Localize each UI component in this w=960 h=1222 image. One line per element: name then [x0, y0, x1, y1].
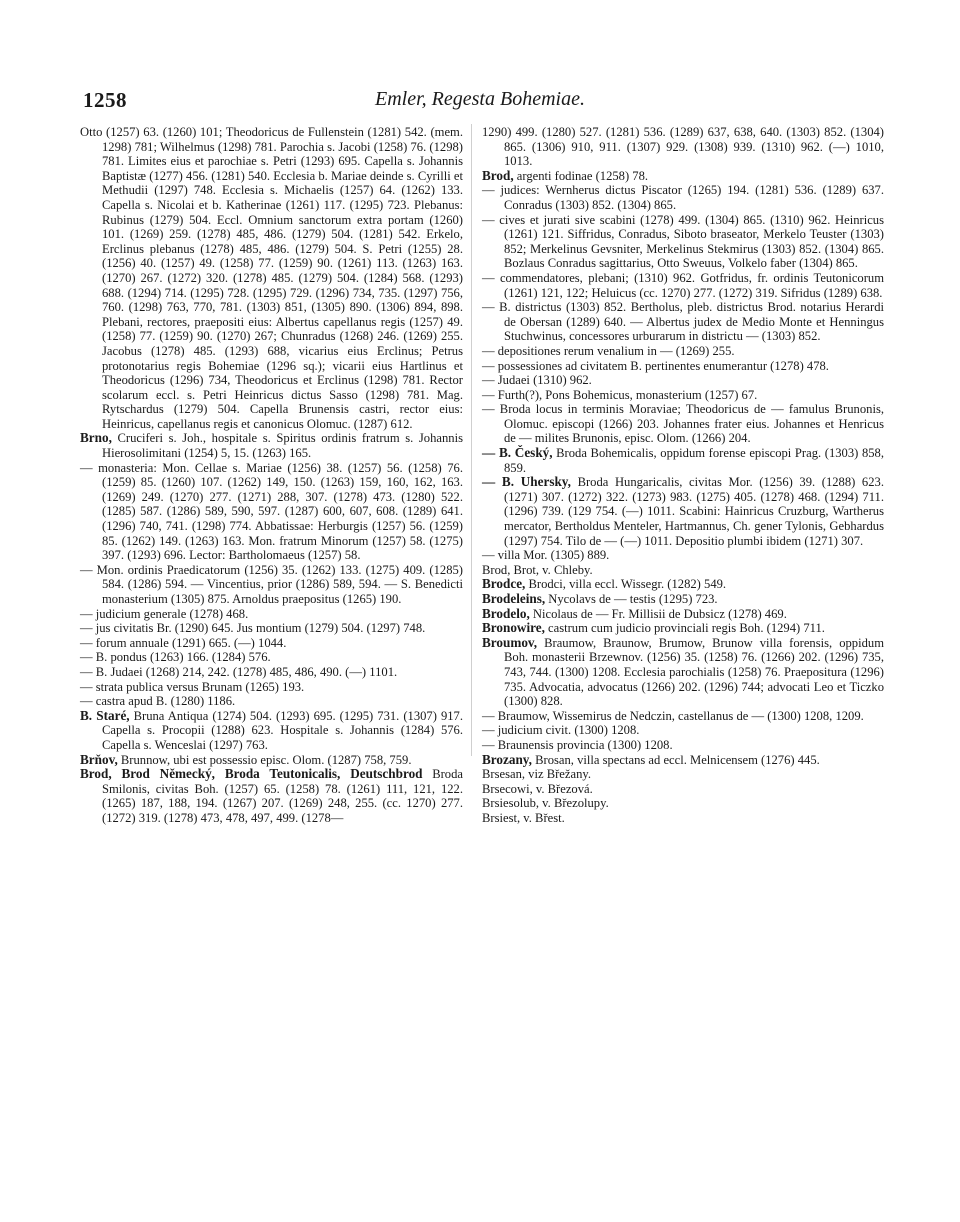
index-entry: [482, 753, 884, 768]
index-entry: [80, 431, 463, 460]
entry-text: — cives et jurati sive scabini (1278) 499. (1304) 865. (1310) 962. Heinricus (1261) 121. Siffridus, Conradus, Siboto braseator, Merkelo Teuster (1303) 852; Merkelinus Gevsniter, Merkelinus Stekmirus (1303) 852. (1304) 865. Bozlaus Conradus sagittarius, Otto Sweuus, Volkelo faber (1304) 865.: [482, 212, 884, 271]
index-entry: [482, 782, 884, 797]
entry-text: — Broda locus in terminis Moraviae; Theodoricus de — famulus Brunonis, Olomuc. episcopi (1266) 203. Johannes frater eius. Johannes et Henricus de — milites Brunonis, episc. Olom. (1266) 204.: [482, 402, 884, 446]
index-entry: [482, 767, 884, 782]
entry-text: Brsiest, v. Břest.: [482, 810, 565, 825]
index-entry: [482, 636, 884, 709]
index-entry: [80, 563, 463, 607]
entry-text: — judices: Wernherus dictus Piscator (1265) 194. (1281) 536. (1289) 637. Conradus (1303) 852. (1304) 865.: [482, 183, 884, 212]
entry-text: Brsesan, viz Břežany.: [482, 767, 591, 782]
index-entry: [482, 621, 884, 636]
index-entry: [482, 723, 884, 738]
entry-text: — Mon. ordinis Praedicatorum (1256) 35. (1262) 133. (1275) 409. (1285) 584. (1286) 594. — Vincentius, prior (1286) 589, 594. — S. Benedicti monasterium (1305) 875. Arnoldus praepositus (1265) 190.: [80, 562, 463, 606]
index-entry: [482, 300, 884, 344]
entry-text: — judicium civit. (1300) 1208.: [482, 723, 640, 738]
entry-text: — judicium generale (1278) 468.: [80, 606, 249, 621]
index-entry: [482, 811, 884, 826]
entry-headword: Brodelo,: [482, 605, 530, 621]
index-entry: [482, 125, 884, 169]
index-entry: [482, 607, 884, 622]
index-entry: [80, 650, 463, 665]
index-entry: [482, 373, 884, 388]
index-entry: [80, 125, 463, 431]
index-entry: [482, 169, 884, 184]
index-entry: [482, 271, 884, 300]
index-entry: [482, 738, 884, 753]
entry-text: Braumow, Braunow, Brumow, Brunow villa forensis, oppidum Boh. monasterii Brzewnov. (1256) 35. (1258) 76. (1266) 202. (1296) 735, 743, 744. (1300) 1208. Ecclesia parochialis (1258) 76. Praepositura (1296) 735. Advocatia, advocatus (1266) 202. (1296) 744; advocati Leo et Ticzko (1300) 828.: [504, 635, 884, 709]
index-entry: [80, 767, 463, 825]
entry-headword: — B. Uhersky,: [482, 474, 571, 490]
entry-text: Brod, Brot, v. Chleby.: [482, 562, 593, 577]
entry-text: Otto (1257) 63. (1260) 101; Theodoricus de Fullenstein (1281) 542. (mem. 1298) 781; Wilhelmus (1298) 781. Parochia s. Jacobi (1258) 76. (1298) 781. Limites eius et parochiae s. Petri (1293) 695. Capella s. Johannis Baptistæ (1277) 456. (1281) 540. Ecclesia b. Mariae deinde s. Cyrilli et Methudii (1297) 748. Ecclesia s. Michaelis (1257) 64. (1262) 133. Capella s. Nicolai et b. Katherinae (1261) 117. (1295) 723. Plebanus: Rubinus (1279) 504. Eccl. Omnium sanctorum extra portam (1260) 101. (1269) 259. (1278) 485, 486. (1279) 504. (1281) 542. Erkelo, Erclinus plebanus (1278) 485, 486. (1279) 504. S. Petri (1255) 28. (1256) 40. (1257) 49. (1258) 77. (1259) 90. (1261) 113. (1263) 163. (1270) 267. (1272) 320. (1278) 485. (1279) 504. (1284) 568. (1293) 688. (1294) 714. (1295) 728. (1295) 729. (1296) 734, 735. (1297) 756, 760. (1298) 763, 770, 781. (1303) 851, (1305) 890. (1306) 894, 898. Plebani, rectores, praepositi eius: Albertus capellanus regis (1257) 49. (1258) 77. (1259) 90. (1270) 267; Chunradus (1268) 246. (1269) 255. Jacobus (1278) 485. (1293) 688, vicarius eius Erclinus; Petrus protonotarius regis Bohemiae (1296 sq.); vicarii eius Hartlinus et Theodoricus (1296) 734, Theodoricus et Erclinus (1298) 781. Rector scolarum eccl. s. Petri Heinricus dictus Sasso (1298) 781. Mag. Rytschardus (1279) 504. Capella Brunensis castri, rector eius: Heinricus, capellanus regis et canonicus Olomuc. (1287) 612.: [80, 125, 463, 431]
entry-text: — B. districtus (1303) 852. Bertholus, pleb. districtus Brod. notarius Herardi de Obersan (1289) 640. — Albertus judex de Medio Monte et Henningus Stuchwinus, concessores urburarum in districtu — (1303) 852.: [482, 300, 884, 344]
index-entry: [80, 607, 463, 622]
entry-text: — depositiones rerum venalium in — (1269) 255.: [482, 343, 735, 358]
entry-headword: Brňov,: [80, 751, 118, 767]
page-number: 1258: [83, 88, 127, 112]
entry-text: Brodci, villa eccl. Wissegr. (1282) 549.: [525, 577, 727, 592]
index-entry: [482, 563, 884, 578]
entry-text: Broda Bohemicalis, oppidum forense episcopi Prag. (1303) 858, 859.: [504, 446, 884, 475]
index-entry: [482, 592, 884, 607]
entry-text: — monasteria: Mon. Cellae s. Mariae (1256) 38. (1257) 56. (1258) 76. (1259) 85. (1260) 107. (1262) 149, 150. (1263) 159, 160, 162, 163. (1269) 249. (1270) 277. (1271) 288, 307. (1278) 473. (1280) 522. (1285) 587. (1286) 589, 590, 597. (1287) 600, 607, 608. (1289) 641. (1296) 740, 741. (1298) 774. Abbatissae: Herburgis (1257) 56. (1259) 85. (1262) 149. (1263) 163. Mon. fratrum Minorum (1257) 58. (1275) 397. (1293) 696. Lector: Bartholomaeus (1257) 58.: [80, 460, 463, 563]
entry-headword: B. Staré,: [80, 707, 130, 723]
entry-headword: Brodeleins,: [482, 591, 546, 606]
entry-headword: Broumov,: [482, 634, 538, 650]
entry-headword: Brozany,: [482, 751, 532, 767]
entry-text: 1290) 499. (1280) 527. (1281) 536. (1289) 637, 638, 640. (1303) 852. (1304) 865. (1306) 910, 911. (1307) 929. (1308) 939. (1310) 962. (—) 1010, 1013.: [482, 125, 884, 169]
index-entry: [80, 753, 463, 768]
entry-text: — jus civitatis Br. (1290) 645. Jus montium (1279) 504. (1297) 748.: [80, 621, 426, 636]
index-entry: [482, 183, 884, 212]
entry-headword: — B. Český,: [482, 445, 553, 461]
entry-text: Bruna Antiqua (1274) 504. (1293) 695. (1295) 731. (1307) 917. Capella s. Procopii (1288) 623. Hospitale s. Johannis (1284) 576. Capella s. Wenceslai (1297) 763.: [102, 708, 463, 752]
entry-text: castrum cum judicio provinciali regis Boh. (1294) 711.: [544, 621, 825, 636]
index-entry: [482, 402, 884, 446]
entry-text: — forum annuale (1291) 665. (—) 1044.: [80, 635, 287, 650]
entry-text: — B. pondus (1263) 166. (1284) 576.: [80, 650, 271, 665]
index-entry: [80, 636, 463, 651]
index-entry: [80, 694, 463, 709]
entry-text: Brsiesolub, v. Březolupy.: [482, 796, 609, 811]
entry-text: Brunnow, ubi est possessio episc. Olom. (1287) 758, 759.: [117, 752, 412, 767]
entry-text: — commendatores, plebani; (1310) 962. Gotfridus, fr. ordinis Teutonicorum (1261) 121, 122; Heluicus (cc. 1270) 277. (1272) 319. Sifridus (1289) 638.: [482, 270, 884, 300]
index-entry: [80, 680, 463, 695]
index-entry: [80, 621, 463, 636]
index-entry: [482, 577, 884, 592]
entry-text: argenti fodinae (1258) 78.: [513, 168, 649, 183]
index-entry: [482, 475, 884, 548]
entry-text: Cruciferi s. Joh., hospitale s. Spiritus ordinis fratrum s. Johannis Hierosolimitani (1254) 5, 15. (1263) 165.: [102, 431, 463, 461]
entry-headword: Brodce,: [482, 576, 526, 592]
entry-text: — strata publica versus Brunam (1265) 193.: [80, 679, 305, 694]
entry-text: Brsecowi, v. Březová.: [482, 781, 593, 796]
index-entry: [482, 388, 884, 403]
running-title: Emler, Regesta Bohemiae.: [375, 88, 585, 110]
entry-headword: Bronowire,: [482, 620, 545, 636]
entry-text: — castra apud B. (1280) 1186.: [80, 694, 236, 709]
entry-text: — Braunensis provincia (1300) 1208.: [482, 737, 673, 752]
index-entry: [482, 359, 884, 374]
index-entry: [482, 548, 884, 563]
entry-text: — Braumow, Wissemirus de Nedczin, castellanus de — (1300) 1208, 1209.: [482, 708, 864, 723]
entry-text: — villa Mor. (1305) 889.: [482, 548, 610, 563]
column-divider: [471, 124, 472, 756]
index-entry: [482, 446, 884, 475]
index-entry: [482, 344, 884, 359]
index-entry: [80, 665, 463, 680]
entry-headword: Brno,: [80, 430, 112, 446]
index-entry: [482, 213, 884, 271]
entry-headword: Brod,: [482, 167, 514, 183]
entry-text: — possessiones ad civitatem B. pertinentes enumerantur (1278) 478.: [482, 358, 829, 373]
index-entry: [482, 709, 884, 724]
entry-text: Brosan, villa spectans ad eccl. Melnicensem (1276) 445.: [531, 752, 820, 767]
left-column: [80, 125, 463, 826]
index-entry: [80, 709, 463, 753]
entry-text: Nicolaus de — Fr. Millisii de Dubsicz (1278) 469.: [529, 606, 787, 621]
entry-text: Broda Hungaricalis, civitas Mor. (1256) 39. (1288) 623. (1271) 307. (1272) 322. (1273) 983. (1275) 405. (1278) 468. (1294) 711. (1296) 739. (129 754. (—) 1011. Scabini: Hainricus Cruzburg, Wartherus mercator, Bertholdus Menteler, Hartmannus, Ch. gener Tylonis, Gebhardus (1297) 754. Tilo de — (—) 1011. Depositio plumbi ibidem (1271) 307.: [504, 475, 884, 548]
entry-text: — B. Judaei (1268) 214, 242. (1278) 485, 486, 490. (—) 1101.: [80, 664, 398, 679]
entry-text: — Furth(?), Pons Bohemicus, monasterium (1257) 67.: [482, 387, 758, 402]
entry-text: Nycolavs de — testis (1295) 723.: [545, 592, 718, 606]
right-column: [482, 125, 884, 826]
entry-text: Broda Smilonis, civitas Boh. (1257) 65. (1258) 78. (1261) 111, 121, 122. (1265) 187, 188, 194. (1267) 207. (1269) 248, 255. (cc. 1270) 277. (1272) 319. (1278) 473, 478, 497, 499. (1278—: [102, 767, 463, 825]
index-entry: [482, 796, 884, 811]
entry-headword: Brod, Brod Německý, Broda Teutonicalis, Deutschbrod: [80, 766, 423, 782]
entry-text: — Judaei (1310) 962.: [482, 373, 592, 388]
index-entry: [80, 461, 463, 563]
